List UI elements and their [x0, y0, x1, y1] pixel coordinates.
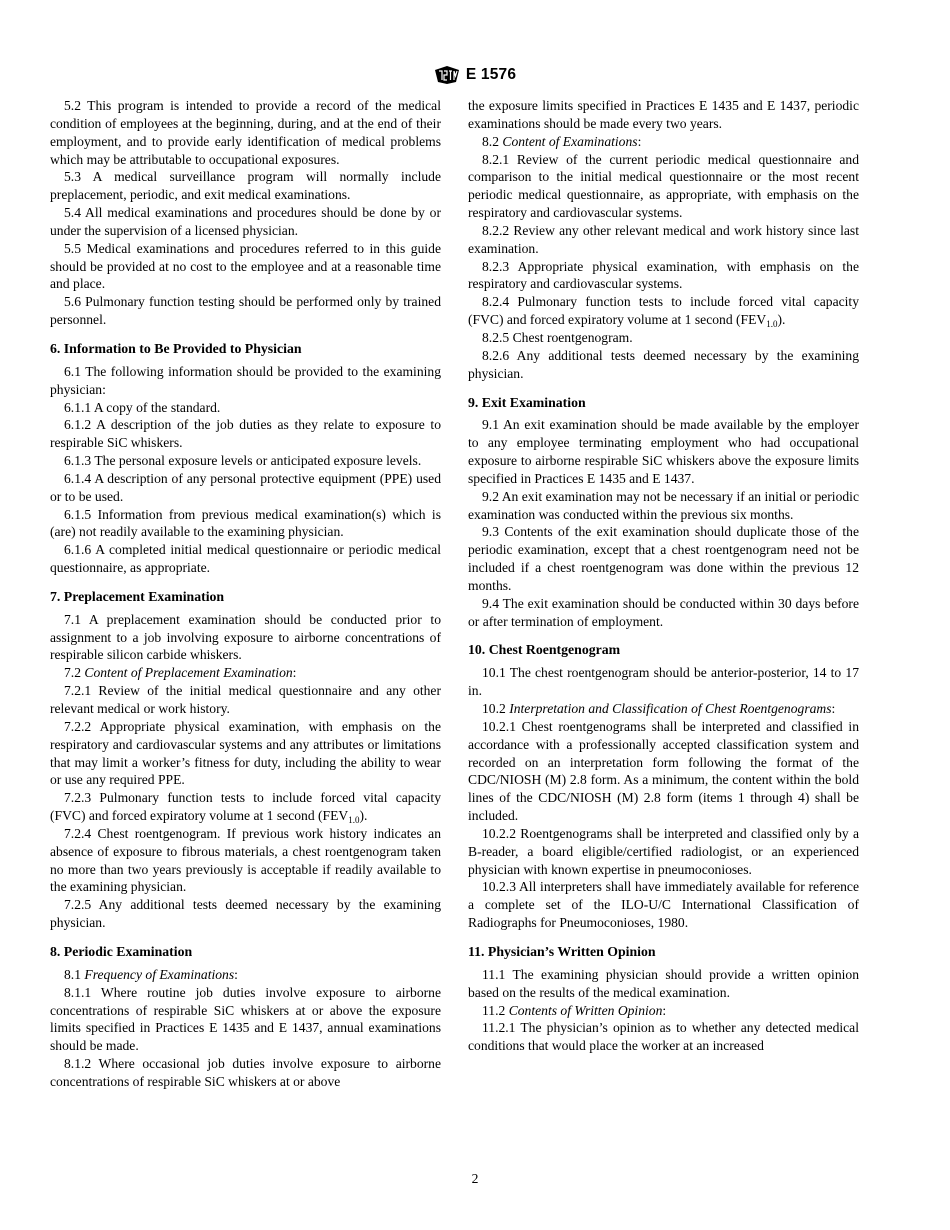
paragraph-6-1-4: 6.1.4 A description of any personal protective equipment (PPE) used or to be used.: [50, 470, 441, 504]
page-header: [0, 64, 950, 86]
paragraph-10-1: 10.1 The chest roentgenogram should be anterior-posterior, 14 to 17 in.: [468, 665, 859, 699]
paragraph-7-2-3: [50, 789, 441, 825]
paragraph-7-2-2: 7.2.2 Appropriate physical examination, with emphasis on the respiratory and cardiovascular systems and any attributes or limitations that may limit a worker’s fitness for duty, including the ability to wear or use any required PPE.: [50, 718, 441, 788]
page-number: 2: [471, 1171, 479, 1186]
paragraph-9-4: 9.4 The exit examination should be conducted within 30 days before or after termination of employment.: [468, 595, 859, 629]
paragraph-6-1-5: 6.1.5 Information from previous medical examination(s) which is (are) not readily available to the examining physician.: [50, 506, 441, 540]
paragraph-10-2: [468, 700, 859, 718]
paragraph-10-2-3: 10.2.3 All interpreters shall have immediately available for reference a complete set of the ILO-U/C International Classification of Radiographs for Pneumoconioses, 1980.: [468, 879, 859, 931]
section-heading-11: 11. Physician’s Written Opinion: [468, 943, 656, 959]
standard-designation: E 1576: [465, 66, 517, 83]
subscript: 1.0: [348, 815, 360, 826]
section-heading-6: 6. Information to Be Provided to Physician: [50, 340, 302, 356]
paragraph-8-2-1: 8.2.1 Review of the current periodic medical questionnaire and comparison to the initial medical questionnaire or the most recent periodic medical questionnaire, as appropriate, with emphasis on the respiratory and cardiovascular systems.: [468, 151, 859, 221]
colon: :: [662, 1002, 667, 1018]
paragraph-end: ).: [777, 312, 786, 328]
paragraph-7-2-1: 7.2.1 Review of the initial medical questionnaire and any other relevant medical or work history.: [50, 683, 441, 716]
paragraph-6-1-2: 6.1.2 A description of the job duties as they relate to exposure to respirable SiC whiskers.: [50, 417, 441, 451]
section-heading-8: 8. Periodic Examination: [50, 943, 193, 959]
paragraph-number: 7.2: [64, 665, 85, 681]
paragraph-5-3: 5.3 A medical surveillance program will normally include preplacement, periodic, and exit medical examinations.: [50, 169, 441, 203]
paragraph-6-1-6: 6.1.6 A completed initial medical questionnaire or periodic medical questionnaire, as appropriate.: [50, 542, 441, 576]
paragraph-7-2-5: 7.2.5 Any additional tests deemed necessary by the examining physician.: [50, 897, 441, 931]
paragraph-11-2: [468, 1002, 859, 1020]
paragraph-6-1: 6.1 The following information should be provided to the examining physician:: [50, 363, 441, 397]
paragraph-6-1-1: 6.1.1 A copy of the standard.: [64, 399, 221, 415]
colon: :: [292, 665, 297, 681]
paragraph-8-2-5: 8.2.5 Chest roentgenogram.: [482, 329, 633, 345]
colon: :: [234, 966, 238, 982]
paragraph-9-1: 9.1 An exit examination should be made available by the employer to any employee terminating employment who had occupational exposure to airborne respirable SiC whiskers above the exposure limits specified in Practices E 1435 and E 1437.: [468, 417, 859, 486]
paragraph-9-2: 9.2 An exit examination may not be necessary if an initial or periodic examination was conducted within the previous six months.: [468, 488, 859, 522]
colon: :: [831, 701, 836, 716]
paragraph-7-1: 7.1 A preplacement examination should be conducted prior to assignment to a job involving exposure to airborne concentrations of respirable silicon carbide whiskers.: [50, 611, 441, 663]
paragraph-8-2-3: 8.2.3 Appropriate physical examination, with emphasis on the respiratory and cardiovascular systems.: [468, 258, 859, 292]
paragraph-8-2-4: [468, 293, 859, 329]
paragraph-6-1-3: 6.1.3 The personal exposure levels or anticipated exposure levels.: [64, 453, 422, 469]
paragraph-11-1: 11.1 The examining physician should provide a written opinion based on the results of the medical examination.: [468, 966, 859, 1000]
paragraph-number: 8.2: [482, 133, 503, 149]
paragraph-5-4: 5.4 All medical examinations and procedures should be done by or under the supervision of a licensed physician.: [50, 205, 441, 238]
colon: :: [637, 133, 642, 149]
paragraph-text: 7.2.3 Pulmonary function tests to include forced vital capacity (FVC) and forced expiratory volume at 1 second (FEV: [50, 790, 441, 824]
subsection-title: Content of Examinations: [502, 133, 638, 149]
paragraph-number: 11.2: [482, 1002, 509, 1018]
astm-logo-icon: [434, 65, 460, 85]
paragraph-number: 10.2: [482, 701, 510, 716]
subsection-title: Frequency of Examinations: [84, 966, 235, 982]
paragraph-7-2-4: 7.2.4 Chest roentgenogram. If previous work history indicates an absence of exposure to fibrous materials, a chest roentgenogram taken no more than two years previously is acceptable if readily available to the examining physician.: [50, 825, 441, 895]
right-column: [468, 97, 859, 1055]
subsection-title: Interpretation and Classification of Chest Roentgenograms: [509, 701, 832, 716]
subscript: 1.0: [766, 319, 778, 330]
paragraph-end: ).: [359, 808, 368, 824]
left-column: [50, 97, 441, 1091]
paragraph-5-2: 5.2 This program is intended to provide a record of the medical condition of employees at the beginning, during, and at the end of their employment, and to provide early identification of medical problems which may be attributable to occupational exposures.: [50, 98, 441, 167]
paragraph-5-6: 5.6 Pulmonary function testing should be performed only by trained personnel.: [50, 294, 441, 328]
section-heading-10: 10. Chest Roentgenogram: [468, 642, 621, 658]
paragraph-10-2-1: 10.2.1 Chest roentgenograms shall be interpreted and classified in accordance with a professionally accepted classification system and recorded on an interpretation form following the format of the CDC/NIOSH (M) 2.8 form. As a minimum, the content within the bold lines of the CDC/NIOSH (M) 2.8 form (items 1 through 4) shall be included.: [468, 718, 859, 824]
paragraph-number: 8.1: [64, 966, 85, 982]
paragraph-8-1-2-continued: the exposure limits specified in Practices E 1435 and E 1437, periodic examinations should be made every two years.: [468, 98, 859, 131]
section-heading-7: 7. Preplacement Examination: [50, 588, 225, 604]
paragraph-11-2-1: 11.2.1 The physician’s opinion as to whether any detected medical conditions that would place the worker at an increased: [468, 1020, 859, 1054]
paragraph-text: 8.2.4 Pulmonary function tests to include forced vital capacity (FVC) and forced expiratory volume at 1 second (FEV: [468, 294, 859, 328]
subsection-title: Contents of Written Opinion: [508, 1002, 663, 1018]
section-heading-9: 9. Exit Examination: [468, 394, 586, 410]
paragraph-5-5: 5.5 Medical examinations and procedures referred to in this guide should be provided at no cost to the employee and at a reasonable time and place.: [50, 240, 441, 292]
paragraph-8-2-6: 8.2.6 Any additional tests deemed necessary by the examining physician.: [468, 347, 859, 381]
paragraph-8-1-1: 8.1.1 Where routine job duties involve exposure to airborne concentrations of respirable SiC whiskers at or above the exposure limits specified in Practices E 1435 and E 1437, annual examinations should be made.: [50, 984, 441, 1054]
paragraph-7-2: [50, 664, 441, 682]
paragraph-8-2-2: 8.2.2 Review any other relevant medical and work history since last examination.: [468, 222, 859, 256]
paragraph-8-1: [50, 966, 441, 984]
paragraph-8-1-2: 8.1.2 Where occasional job duties involve exposure to airborne concentrations of respirable SiC whiskers at or above: [50, 1056, 441, 1089]
paragraph-8-2: [468, 133, 859, 151]
paragraph-9-3: 9.3 Contents of the exit examination should duplicate those of the periodic examination, except that a chest roentgenogram need not be included if a chest roentgenogram was done within the previous 12 months.: [468, 524, 859, 593]
paragraph-10-2-2: 10.2.2 Roentgenograms shall be interpreted and classified only by a B-reader, a board eligible/certified radiologist, or an experienced physician with known expertise in pneumoconioses.: [468, 825, 859, 877]
subsection-title: Content of Preplacement Examination: [84, 665, 293, 681]
